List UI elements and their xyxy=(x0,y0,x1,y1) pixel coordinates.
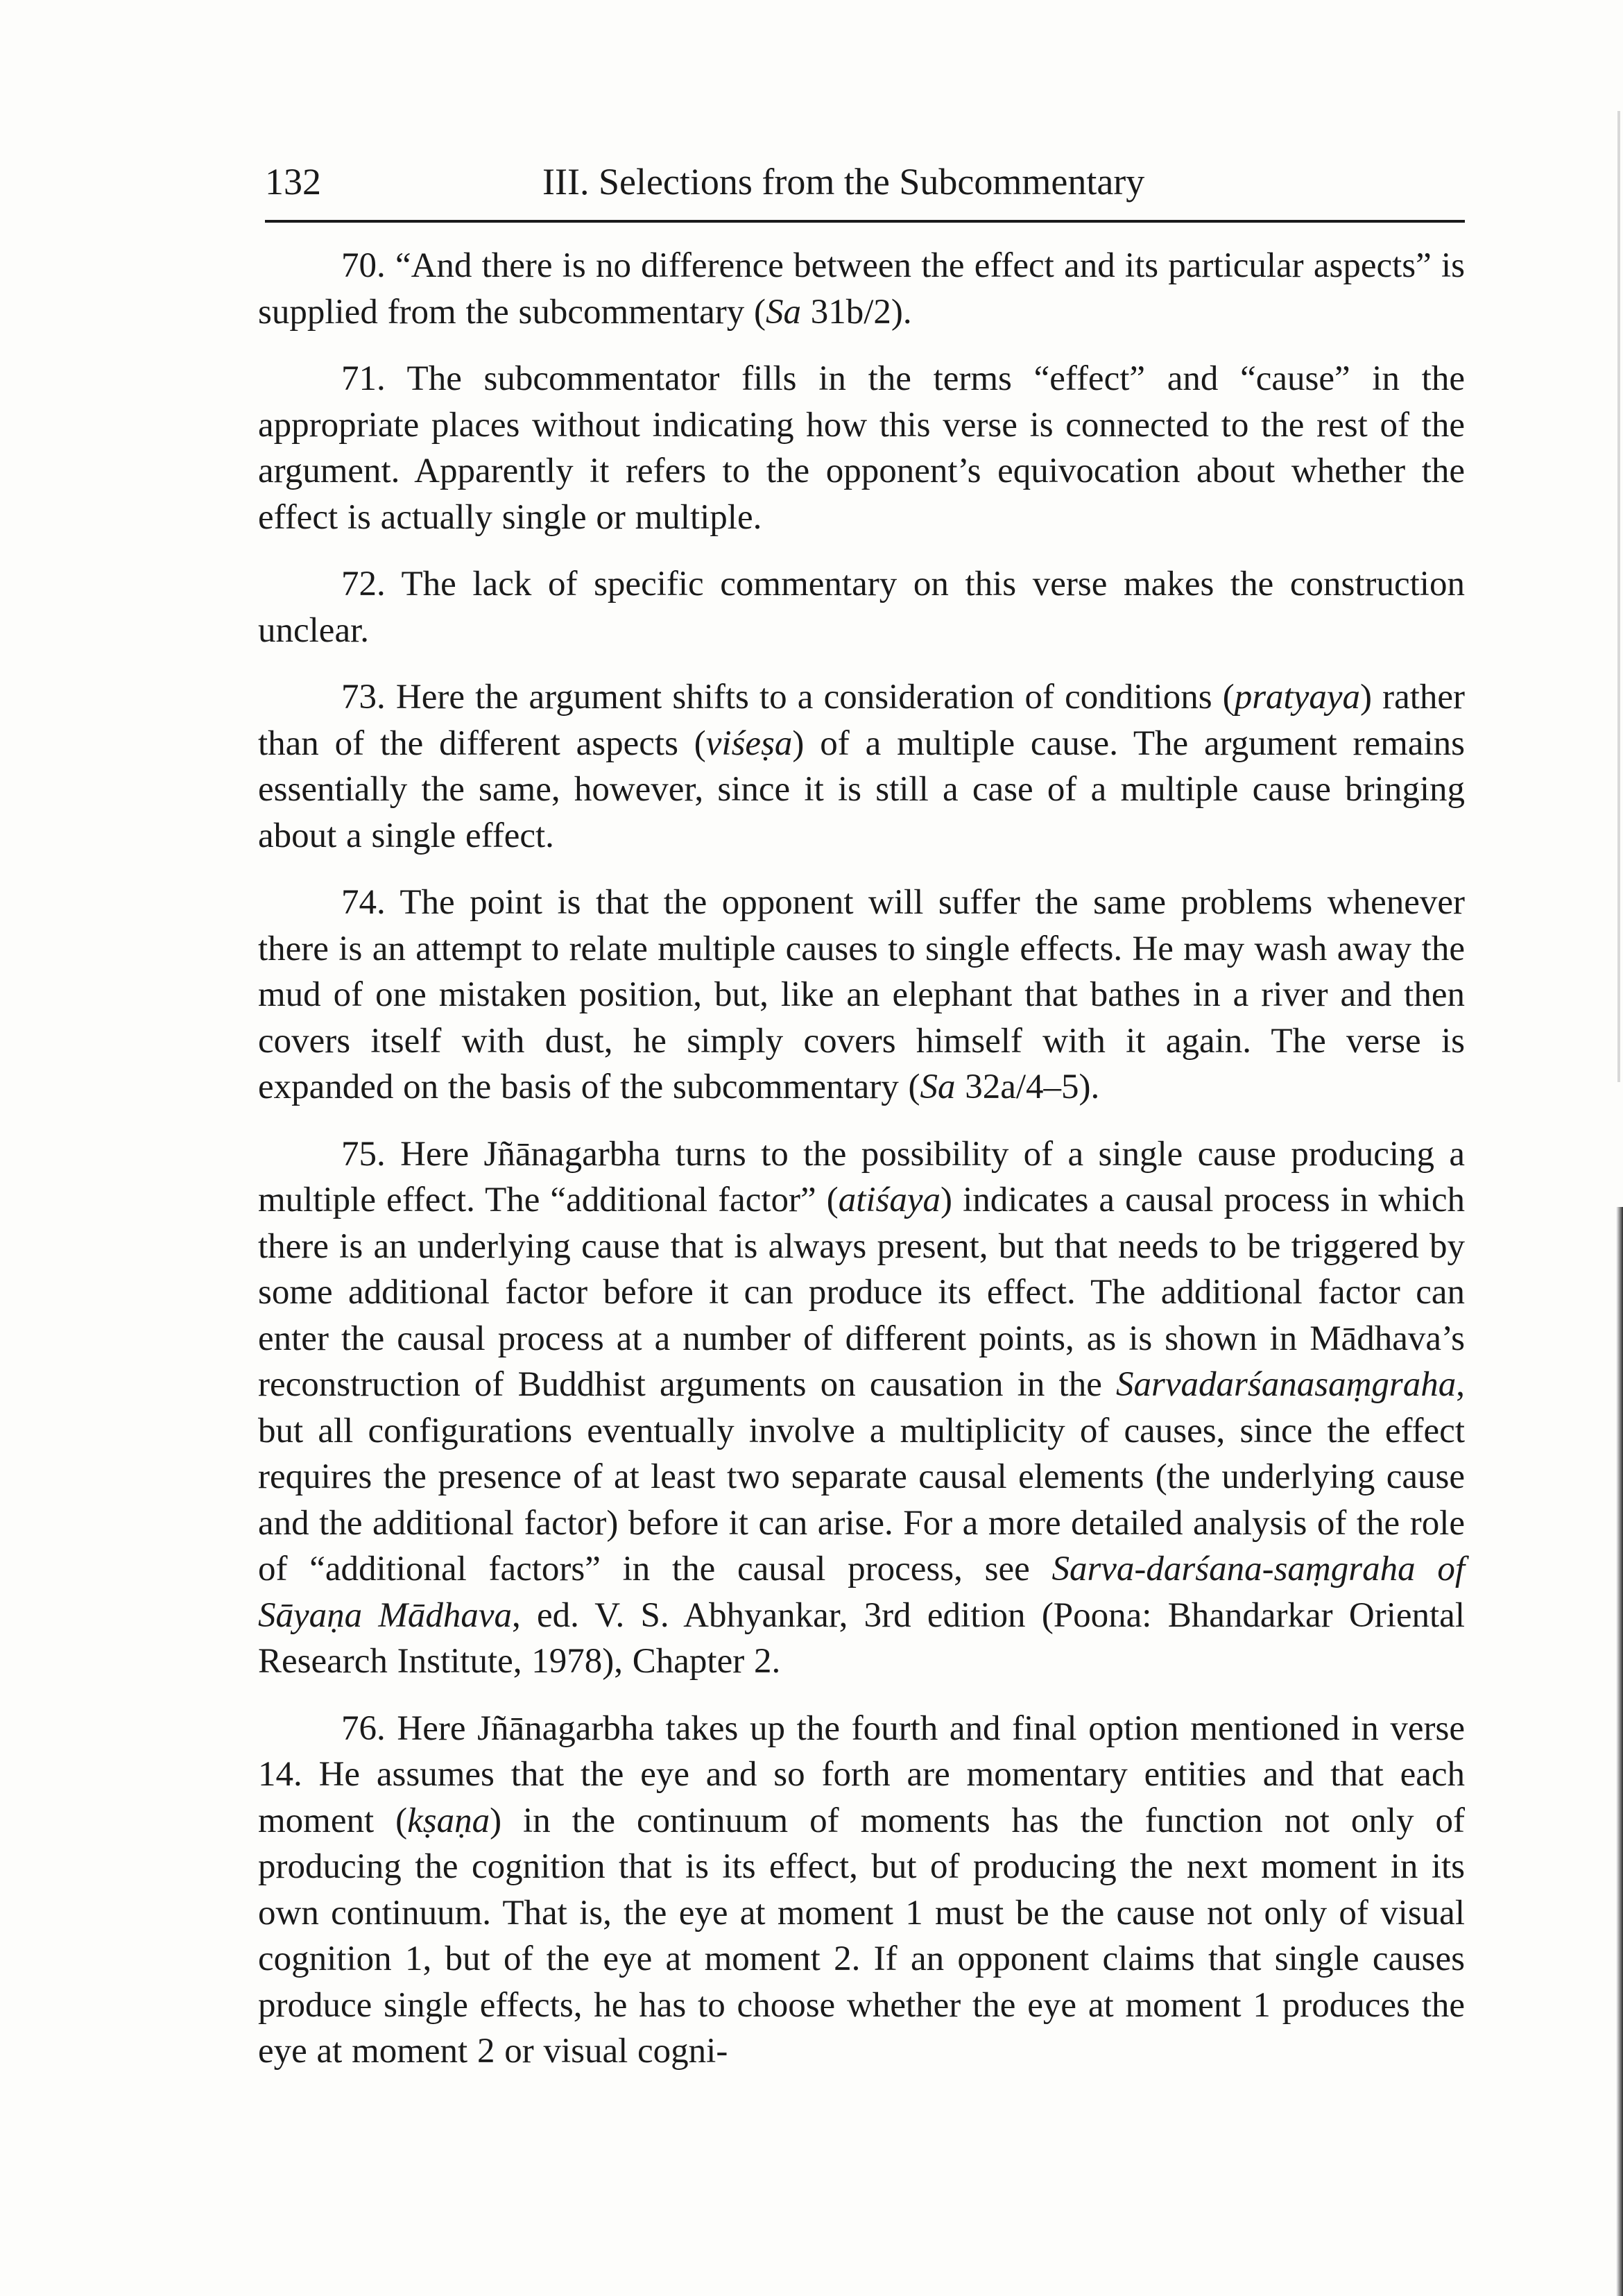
page-number: 132 xyxy=(265,161,321,203)
note-76: 76. Here Jñānagarbha takes up the fourth and final option mentioned in verse 14. He assumes that the eye and so forth are momentary entities and that each moment (kṣaṇa) in the continuum of moments has the function not only of producing the cognition that is its effect, but of producing the next moment in its own continuum. That is, the eye at moment 1 must be the cause not only of visual cognition 1, but of the eye at moment 2. If an opponent claims that single causes produce single effects, he has to choose whether the eye at moment 1 produces the eye at moment 2 or visual cogni- xyxy=(258,1708,1466,2071)
note-75: 75. Here Jñānagarbha turns to the possibility of a single cause producing a multiple effect. The “additional factor” (atiśaya) indicates a causal process in which there is an underlying cause that is always present, but that needs to be triggered by some additional factor before it can produce its effect. The additional factor can enter the causal process at a number of different points, as is shown in Mādhava’s reconstruction of Buddhist arguments on causation in the Sarvadarśanasaṃgraha, but all configurations eventually involve a multiplicity of causes, since the effect requires the presence of at least two separate causal elements (the underlying cause and the additional factor) before it can arise. For a more detailed analysis of the role of “additional factors” in the causal process, see Sarva-darśana-saṃgraha of Sāyaṇa Mādhava, ed. V. S. Abhyankar, 3rd edition (Poona: Bhandarkar Oriental Research Institute, 1978), Chapter 2. xyxy=(258,1134,1466,1681)
note-number: 72. xyxy=(341,565,386,603)
note-number: 75. xyxy=(341,1134,386,1174)
note-number: 70. xyxy=(341,246,386,285)
italic-abbrev: Sa xyxy=(920,1068,956,1106)
running-head xyxy=(265,154,1465,209)
italic-term: kṣaṇa xyxy=(407,1801,490,1840)
note-74: 74. The point is that the opponent will suffer the same problems whenever there is an attempt to relate multiple causes to single effects. He may wash away the mud of one mistaken position, but, like an elephant that bathes in a river and then covers itself with dust, he simply covers himself with it again. The verse is expanded on the basis of the subcommentary (Sa 32a/4–5). xyxy=(258,883,1465,1106)
note-number: 76. xyxy=(341,1708,386,1748)
italic-term: atiśaya xyxy=(838,1181,941,1219)
note-number: 73. xyxy=(341,678,386,717)
header-rule xyxy=(265,220,1465,223)
italic-title: Sarva-darśana-saṃgraha of Sāyaṇa Mādhava xyxy=(258,1550,1465,1635)
note-72: 72. The lack of specific commentary on this verse makes the construction unclear. xyxy=(258,565,1465,650)
note-70: 70. “And there is no difference between the effect and its particular aspects” is supplied from the subcommentary (Sa 31b/2). xyxy=(258,246,1465,332)
italic-term: viśeṣa xyxy=(705,723,793,763)
italic-abbrev: Sa xyxy=(766,292,801,332)
italic-title: Sarvadarśanasaṃgraha xyxy=(1116,1365,1457,1404)
note-number: 71. xyxy=(341,359,386,398)
note-number: 74. xyxy=(341,883,386,922)
note-71: 71. The subcommentator fills in the terms “effect” and “cause” in the appropriate places without indicating how this verse is connected to the rest of the argument. Apparently it refers to the opponent’s equivocation about whether the effect is actually single or multiple. xyxy=(258,359,1465,537)
note-73: 73. Here the argument shifts to a consideration of conditions (pratyaya) rather than of the different aspects (viśeṣa) of a multiple cause. The argument remains essentially the same, however, since it is still a case of a multiple cause bringing about a single effect. xyxy=(258,678,1466,855)
endnotes xyxy=(258,243,1465,2096)
page-edge-shadow xyxy=(1617,111,1620,1082)
running-title: III. Selections from the Subcommentary xyxy=(542,161,1145,203)
page-edge-dark xyxy=(1616,1207,1623,2296)
italic-term: pratyaya xyxy=(1234,678,1360,717)
